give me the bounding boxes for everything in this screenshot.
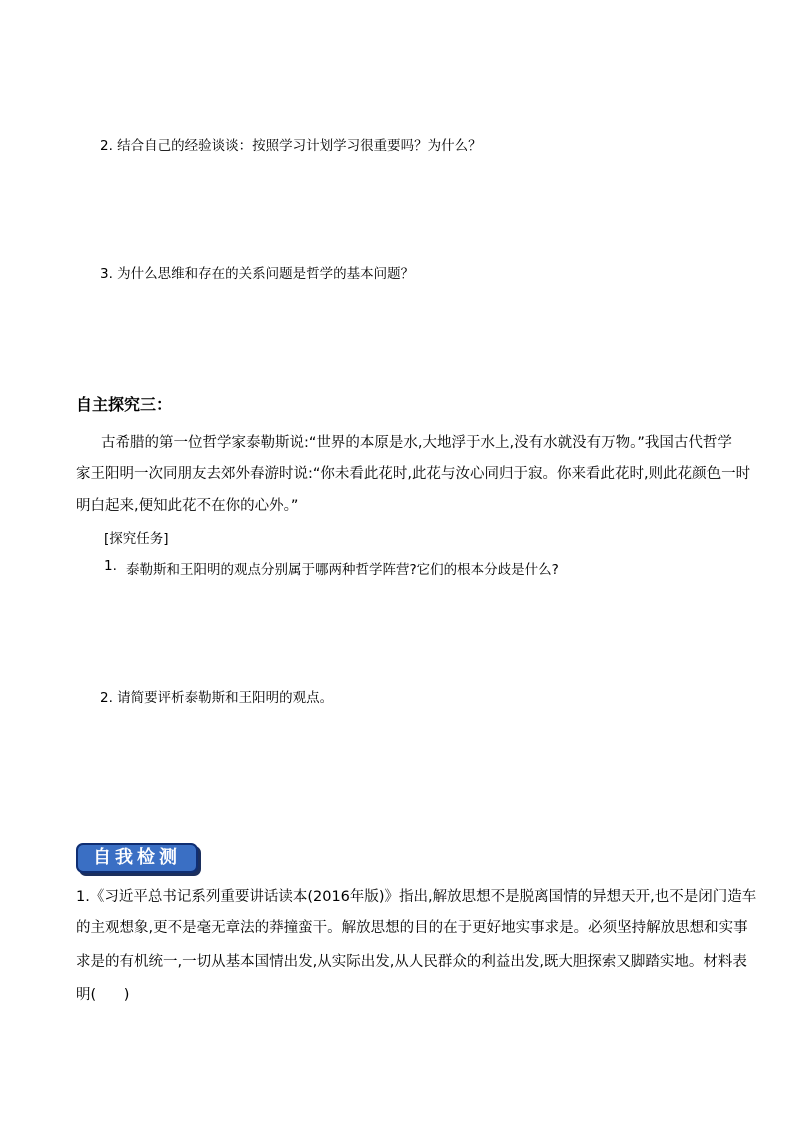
question-2: 2. 结合自己的经验谈谈：按照学习计划学习很重要吗？为什么？ [100,138,482,154]
self-check-badge: 自我检测 [76,843,198,873]
task-2: 2. 请简要评析泰勒斯和王阳明的观点。 [100,690,334,706]
task-1-text: 泰勒斯和王阳明的观点分别属于哪两种哲学阵营?它们的根本分歧是什么? [126,562,559,578]
question-3: 3. 为什么思维和存在的关系问题是哲学的基本问题？ [100,266,415,282]
question-line: 求是的有机统一,一切从基本国情出发,从实际出发,从人民群众的利益出发,既大胆探索又脚踏实地。材料表 [76,954,747,970]
task-1-number: 1. [104,558,117,574]
question-line: 的主观想象,更不是毫无章法的莽撞蛮干。解放思想的目的在于更好地实事求是。必须坚持解放思想和实事 [76,920,748,936]
task-label: [探究任务] [104,531,169,547]
question-line: 明( ) [76,987,130,1003]
inquiry-three-heading: 自主探究三： [76,395,173,414]
paragraph-line: 家王阳明一次同朋友去郊外春游时说:“你未看此花时,此花与汝心同归于寂。你来看此花时,则此花颜色一时 [76,466,751,482]
paragraph-line: 古希腊的第一位哲学家泰勒斯说:“世界的本原是水,大地浮于水上,没有水就没有万物。”我国古代哲学 [101,435,732,451]
question-line: 1.《习近平总书记系列重要讲话读本(2016年版)》指出,解放思想不是脱离国情的异想天开,也不是闭门造车 [76,889,757,905]
paragraph-line: 明白起来,便知此花不在你的心外。” [76,498,299,514]
